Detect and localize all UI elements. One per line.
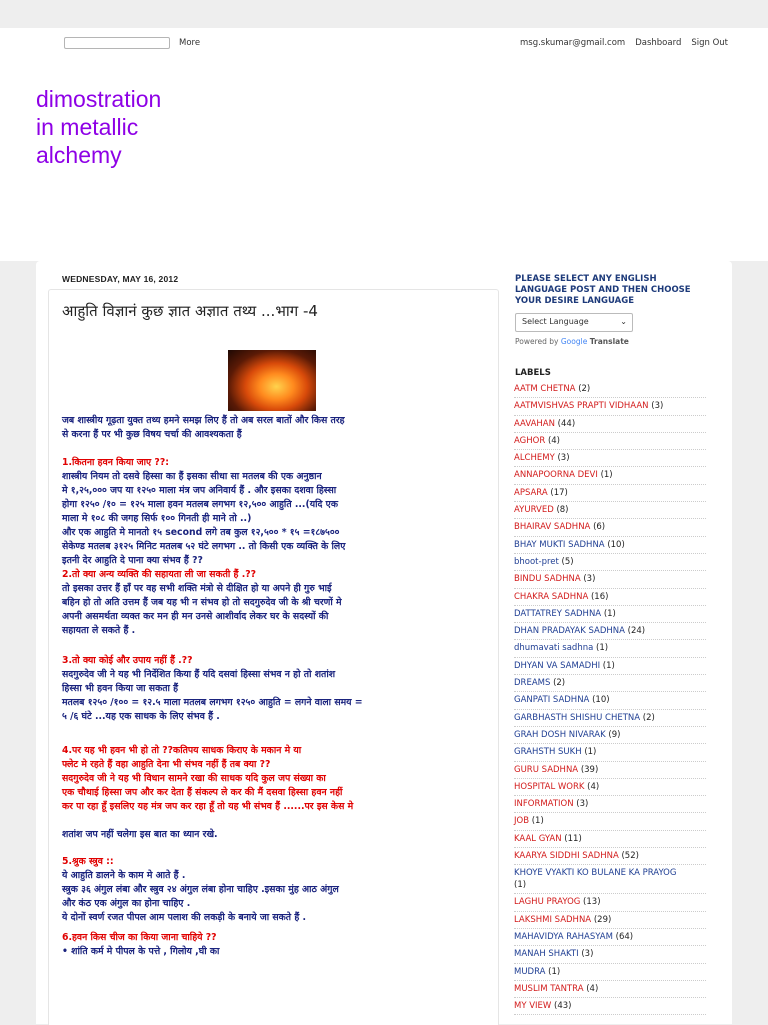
post-text-line: • शांति कर्म मे पीपल के पत्ते , गिलोय ,घी का xyxy=(62,946,220,957)
post-text-line: मतलब १२५० /१०० = १२.५ माला मतलब लगभग १२५० आहुति = लगने वाला समय = xyxy=(62,697,363,708)
label-count: (11) xyxy=(561,833,582,844)
label-item xyxy=(514,519,706,536)
post-paragraph xyxy=(62,931,482,945)
label-item xyxy=(514,675,706,692)
blog-title-line[interactable]: in metallic xyxy=(36,114,139,140)
label-link[interactable]: DHYAN VA SAMADHI xyxy=(514,660,601,671)
label-count: (3) xyxy=(554,453,570,464)
navbar-search-input[interactable] xyxy=(64,37,170,49)
navbar-user-links xyxy=(520,38,728,48)
label-link[interactable]: BHAY MUKTI SADHNA xyxy=(514,539,605,550)
label-link[interactable]: DHAN PRADAYAK SADHNA xyxy=(514,626,625,637)
label-item xyxy=(514,554,706,571)
label-link[interactable]: DREAMS xyxy=(514,678,551,689)
google-logo-text: Google xyxy=(560,337,588,346)
label-link[interactable]: GANPATI SADHNA xyxy=(514,695,590,706)
blog-title[interactable] xyxy=(36,85,161,169)
label-item xyxy=(514,502,706,519)
fire-image[interactable] xyxy=(228,350,316,411)
label-count: (10) xyxy=(604,539,625,550)
label-item xyxy=(514,744,706,761)
post-paragraph xyxy=(62,869,482,925)
post-text-line: से करना हैं पर भी कुछ विषय चर्चा की आवश्यकता हैं xyxy=(62,429,242,440)
label-count: (1) xyxy=(581,747,597,758)
label-count: (3) xyxy=(573,799,589,810)
label-item xyxy=(514,946,706,963)
post-text-line: एक चौथाई हिस्सा जप और कर देता हैं संकल्प ले कर की मैं दसवा हिस्सा हवन नहीं xyxy=(62,787,343,798)
label-count: (13) xyxy=(580,897,601,908)
label-item xyxy=(514,710,706,727)
label-item xyxy=(514,692,706,709)
post-text-line: कर पा रहा हूँ इसलिए यह मंत्र जप कर रहा हूँ तो यह भी संभव हैं ......पर इस केस मे xyxy=(62,801,354,812)
label-item xyxy=(514,398,706,415)
post-text-line: होगा १२५० /१० = १२५ माला हवन मतलब लगभग १२,५०० आहुति ...(यदि एक xyxy=(62,499,338,510)
post-text-line: 4.पर यह भी हवन भी हो तो ??कतिपय साधक किराए के मकान मे या xyxy=(62,745,302,756)
label-link[interactable]: MY VIEW xyxy=(514,1001,552,1012)
post-paragraph xyxy=(62,828,482,842)
post-paragraph xyxy=(62,582,482,638)
post-text-line: माला मे १०८ की जगह सिर्फ १०० गिनती ही माने तो ..) xyxy=(62,513,252,524)
label-count: (8) xyxy=(553,505,569,516)
label-link[interactable]: LAKSHMI SADHNA xyxy=(514,914,592,925)
post-text-line: और एक आहुति मे मानतो १५ second लगे तब कुल १२,५०० * १५ =१८७५०० xyxy=(62,527,340,538)
label-count: (3) xyxy=(578,949,594,960)
label-count: (6) xyxy=(590,522,606,533)
label-item xyxy=(514,727,706,744)
post-paragraph xyxy=(62,744,482,814)
label-link[interactable]: MUDRA xyxy=(514,966,546,977)
label-link[interactable]: KHOYE VYAKTI KO BULANE KA PRAYOG xyxy=(514,868,677,879)
post-text-line: इतनी देर आहुति दे पाना क्या संभव हैं ?? xyxy=(62,555,203,566)
label-item xyxy=(514,537,706,554)
post-paragraph xyxy=(62,456,482,470)
label-count: (2) xyxy=(575,384,591,394)
label-count: (1) xyxy=(597,470,613,481)
dashboard-link[interactable]: Dashboard xyxy=(635,38,682,48)
label-item xyxy=(514,640,706,657)
label-item xyxy=(514,589,706,606)
label-count: (52) xyxy=(618,851,639,862)
label-link[interactable]: AAVAHAN xyxy=(514,418,555,429)
post-paragraph xyxy=(62,414,482,442)
post-text-line: बहिन हो तो अति उत्तम हैं जब यह भी न संभव हो तो सदगुरुदेव जी के श्री चरणों मे xyxy=(62,597,342,608)
label-item xyxy=(514,848,706,865)
label-item xyxy=(514,981,706,998)
label-count: (10) xyxy=(589,695,610,706)
label-count: (9) xyxy=(605,729,621,740)
label-link[interactable]: AATM CHETNA xyxy=(514,384,576,394)
label-item xyxy=(514,929,706,946)
post-text-line: शास्त्रीय नियम तो दसवे हिस्सा का हैं इसका सीधा सा मतलब की एक अनुष्ठान xyxy=(62,471,322,482)
label-link[interactable]: GARBHASTH SHISHU CHETNA xyxy=(514,712,641,723)
label-count: (64) xyxy=(612,931,634,942)
labels-heading: LABELS xyxy=(515,368,551,378)
post-text-line: स्त्रुक ३६ अंगुल लंबा और स्त्रुव २४ अंगुल लंबा होना चाहिए .इसका मुंह आठ अंगुल xyxy=(62,884,339,895)
label-link[interactable]: APSARA xyxy=(514,487,548,498)
post-text-line: ये दोनों स्वर्ण रजत पीपल आम पलाश की लकड़ी के बनाये जा सकते हैं . xyxy=(62,912,307,923)
label-item xyxy=(514,998,706,1015)
label-count: (3) xyxy=(580,574,596,585)
label-link[interactable]: bhoot-pret xyxy=(514,556,559,567)
label-link[interactable]: ANNAPOORNA DEVI xyxy=(514,470,598,481)
post-text-line: और कंठ एक अंगुल का होना चाहिए . xyxy=(62,898,191,909)
label-link[interactable]: KAAL GYAN xyxy=(514,833,562,844)
post-text-line: सेकेण्ड मतलब ३१२५ मिनिट मतलब ५२ घंटे लगभग .. तो किसी एक व्यक्ति के लिए xyxy=(62,541,346,552)
label-link[interactable]: CHAKRA SADHNA xyxy=(514,591,589,602)
post-paragraph xyxy=(62,668,482,724)
post-date: WEDNESDAY, MAY 16, 2012 xyxy=(62,274,179,284)
navbar-more-link[interactable]: More xyxy=(179,38,201,48)
label-count: (16) xyxy=(588,591,609,602)
post-text-line: सदगुरुदेव जी ने यह भी निर्देशित किया हैं यदि दसवां हिस्सा संभव न हो तो शतांश xyxy=(62,669,336,680)
label-link[interactable]: KAARYA SIDDHI SADHNA xyxy=(514,851,619,862)
translate-link[interactable]: Translate xyxy=(589,337,629,346)
post-text-line: फ्लेट मे रहते हैं वहा आहुति देना भी संभव नहीं हैं तब क्या ?? xyxy=(62,759,271,770)
label-count: (1) xyxy=(593,643,609,654)
post-text-line: 6.हवन किस चीज का किया जाना चाहिये ?? xyxy=(62,932,217,943)
post-text-line: सदगुरुदेव जी ने यह भी विधान सामने रखा की साधक यदि कुल जप संख्या का xyxy=(62,773,326,784)
user-email-link[interactable]: msg.skumar@gmail.com xyxy=(519,38,626,48)
label-link[interactable]: HOSPITAL WORK xyxy=(514,781,585,792)
label-count: (44) xyxy=(554,418,576,429)
post-text-line: जब शास्त्रीय गूढ़ता युक्त तथ्य हमने समझ लिए हैं तो अब सरल बातों और किस तरह xyxy=(62,415,345,426)
label-item xyxy=(514,381,706,398)
label-item xyxy=(514,433,706,450)
label-link[interactable]: dhumavati sadhna xyxy=(514,643,594,654)
post-paragraph xyxy=(62,654,482,668)
label-count: (29) xyxy=(591,914,612,925)
post-paragraph xyxy=(62,568,482,582)
label-item xyxy=(514,658,706,675)
label-count: (1) xyxy=(601,608,616,619)
label-item xyxy=(514,762,706,779)
post-text-line: 1.कितना हवन किया जाए ??: xyxy=(62,457,169,468)
label-item xyxy=(514,894,706,911)
label-link[interactable]: AATMVISHVAS PRAPTI VIDHAAN xyxy=(514,401,649,412)
label-link[interactable]: BINDU SADHNA xyxy=(514,574,581,585)
post-text-line: अपनी असमर्थता व्यक्त कर मन ही मन उनसे आशीर्वाद लेकर घर के सदस्यों की xyxy=(62,611,329,622)
label-count: (43) xyxy=(551,1001,572,1012)
label-count: (1) xyxy=(600,660,615,671)
post-text-line: सहायता ले सकते हैं . xyxy=(62,625,136,636)
language-select-label: Select Language xyxy=(522,317,589,326)
label-count: (24) xyxy=(624,626,646,637)
post-text-line: शतांश जप नहीं चलेगा इस बात का ध्यान रखे. xyxy=(62,829,218,840)
label-count: (17) xyxy=(547,487,568,498)
label-item xyxy=(514,467,706,484)
post-text-line: ये आहुति डालने के काम मे आते हैं . xyxy=(62,870,186,881)
label-item xyxy=(514,606,706,623)
label-count: (1) xyxy=(514,880,527,891)
chevron-down-icon: ⌄ xyxy=(620,317,627,326)
label-link[interactable]: LAGHU PRAYOG xyxy=(514,897,581,908)
label-count: (5) xyxy=(558,556,574,567)
post-title[interactable]: आहुति विज्ञानं कुछ ज्ञात अज्ञात तथ्य ...भाग -4 xyxy=(62,302,318,320)
label-link[interactable]: DATTATREY SADHNA xyxy=(514,608,602,619)
label-item xyxy=(514,813,706,830)
label-link[interactable]: GURU SADHNA xyxy=(514,764,579,775)
label-item xyxy=(514,796,706,813)
label-item xyxy=(514,450,706,467)
label-item xyxy=(514,571,706,588)
powered-by-text: Powered by xyxy=(515,337,559,346)
label-count: (4) xyxy=(584,781,600,792)
label-link[interactable]: AYURVED xyxy=(514,505,554,516)
blog-title-line[interactable]: alchemy xyxy=(36,142,122,168)
translate-widget-heading: PLEASE SELECT ANY ENGLISH LANGUAGE POST AND THEN CHOOSE YOUR DESIRE LANGUAGE xyxy=(515,274,691,306)
post-text-line: ५ /६ घंटे ...यह एक साधक के लिए संभव हैं . xyxy=(62,711,220,722)
label-count: (2) xyxy=(640,712,655,723)
language-select[interactable] xyxy=(515,313,633,332)
powered-by-google-translate xyxy=(515,337,629,346)
label-count: (4) xyxy=(545,435,560,446)
post-paragraph xyxy=(62,470,482,568)
label-item xyxy=(514,865,706,894)
label-item xyxy=(514,964,706,981)
label-item xyxy=(514,416,706,433)
labels-list xyxy=(514,381,706,1015)
post-text-line: 3.तो क्या कोई और उपाय नहीं हैं .?? xyxy=(62,655,193,666)
label-item xyxy=(514,485,706,502)
label-link[interactable]: JOB xyxy=(514,816,530,827)
label-item xyxy=(514,912,706,929)
label-count: (1) xyxy=(529,816,544,827)
post-paragraph xyxy=(62,855,482,869)
label-link[interactable]: AGHOR xyxy=(514,435,546,446)
label-count: (4) xyxy=(583,983,599,994)
label-count: (2) xyxy=(550,678,566,689)
label-count: (1) xyxy=(545,966,561,977)
label-link[interactable]: ALCHEMY xyxy=(514,453,555,464)
post-text-line: 5.श्रुक स्त्रुव :: xyxy=(62,856,114,867)
post-text-line: मे १,२५,००० जप या १२५० माला मंत्र जप अनिवार्य हैं . और इसका दशवा हिस्सा xyxy=(62,485,337,496)
label-link[interactable]: MUSLIM TANTRA xyxy=(514,983,584,994)
label-item xyxy=(514,623,706,640)
post-paragraph xyxy=(62,945,482,959)
label-count: (3) xyxy=(648,401,664,412)
label-link[interactable]: MAHAVIDYA RAHASYAM xyxy=(514,931,613,942)
label-count: (39) xyxy=(578,764,599,775)
label-link[interactable]: INFORMATION xyxy=(514,799,574,810)
label-link[interactable]: BHAIRAV SADHNA xyxy=(514,522,591,533)
post-text-line: 2.तो क्या अन्य व्यक्ति की सहायता ली जा सकती हैं .?? xyxy=(62,569,257,580)
label-item xyxy=(514,831,706,848)
post-text-line: तो इसका उत्तर हैं हाँ पर वह सभी शक्ति मंत्रो से दीक्षित हो या अपने ही गुरु भाई xyxy=(62,583,332,594)
label-link[interactable]: MANAH SHAKTI xyxy=(514,949,579,960)
label-link[interactable]: GRAHSTH SUKH xyxy=(514,747,582,758)
blog-title-line[interactable]: dimostration xyxy=(36,86,162,112)
sign-out-link[interactable]: Sign Out xyxy=(691,38,728,48)
label-link[interactable]: GRAH DOSH NIVARAK xyxy=(514,729,606,740)
label-item xyxy=(514,779,706,796)
post-text-line: हिस्सा भी हवन किया जा सकता हैं xyxy=(62,683,179,694)
